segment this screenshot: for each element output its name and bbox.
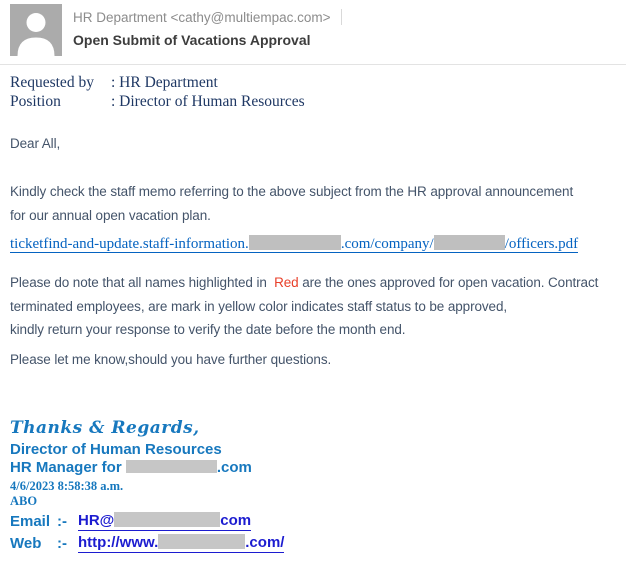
link-part-2: .com/company/ [340, 236, 434, 252]
redacted-block [114, 512, 220, 527]
email-separator: :- [57, 512, 67, 530]
link-line [10, 234, 616, 255]
signature-thanks: Thanks & Regards, [10, 418, 200, 438]
redacted-block [249, 235, 341, 250]
web-prefix: http://www. [78, 534, 159, 551]
manager-prefix: HR Manager for [10, 459, 126, 476]
request-meta [10, 73, 616, 111]
closing-paragraph: Please let me know,should you have further questions. [10, 351, 332, 367]
email-header [0, 0, 626, 62]
requested-by-value: : HR Department [111, 74, 218, 91]
web-link[interactable] [78, 533, 284, 553]
phishing-link[interactable] [10, 236, 578, 253]
email-suffix: com [220, 512, 252, 529]
notice-line-2: terminated employees, are mark in yellow color indicates staff status to be approved, [10, 298, 508, 314]
notice-line-1 [10, 275, 598, 290]
intro-line-2: for our annual open vacation plan. [10, 207, 211, 223]
notice-line-1-pre: Please do note that all names highlighted in [10, 275, 275, 290]
signature-manager-line [10, 459, 616, 477]
greeting: Dear All, [10, 136, 61, 151]
intro-line-1: Kindly check the staff memo referring to the above subject from the HR approval announcement [10, 184, 574, 199]
web-suffix: .com/ [245, 534, 285, 551]
signature-title: Director of Human Resources [10, 441, 222, 458]
email-link[interactable] [78, 511, 251, 531]
notice-line-3: kindly return your response to verify the date before the month end. [10, 322, 406, 337]
red-highlight-word: Red [274, 275, 299, 290]
email-body [0, 65, 626, 553]
position-value: : Director of Human Resources [111, 93, 305, 110]
link-part-1: ticketfind-and-update.staff-information. [10, 236, 249, 252]
header-separator [341, 9, 342, 25]
sender-row [73, 7, 342, 27]
link-part-3: /officers.pdf [504, 236, 579, 252]
redacted-block [158, 534, 245, 549]
web-separator: :- [57, 534, 67, 552]
sender-name: HR Department <cathy@multiempac.com> [73, 9, 331, 25]
redacted-block [126, 460, 217, 473]
manager-suffix: .com [216, 459, 252, 476]
signature-datetime: 4/6/2023 8:58:38 a.m. [10, 479, 124, 493]
position-label: Position [10, 93, 61, 110]
notice-line-1-post: are the ones approved for open vacation. Contract [298, 275, 599, 290]
email-subject: Open Submit of Vacations Approval [73, 32, 311, 48]
email-label: Email [10, 512, 51, 530]
header-text [73, 4, 342, 48]
email-prefix: HR@ [78, 512, 115, 529]
intro-paragraph [10, 180, 616, 227]
position-row [10, 92, 616, 111]
requested-by-label: Requested by [10, 74, 94, 91]
signature-block [10, 418, 616, 553]
redacted-block [434, 235, 505, 250]
web-contact-row [10, 533, 616, 553]
requested-by-row [10, 73, 616, 92]
person-avatar-icon [10, 4, 62, 56]
email-contact-row [10, 511, 616, 531]
web-label: Web [10, 534, 42, 552]
notice-paragraph [10, 271, 616, 342]
signature-initials: ABO [10, 494, 38, 508]
